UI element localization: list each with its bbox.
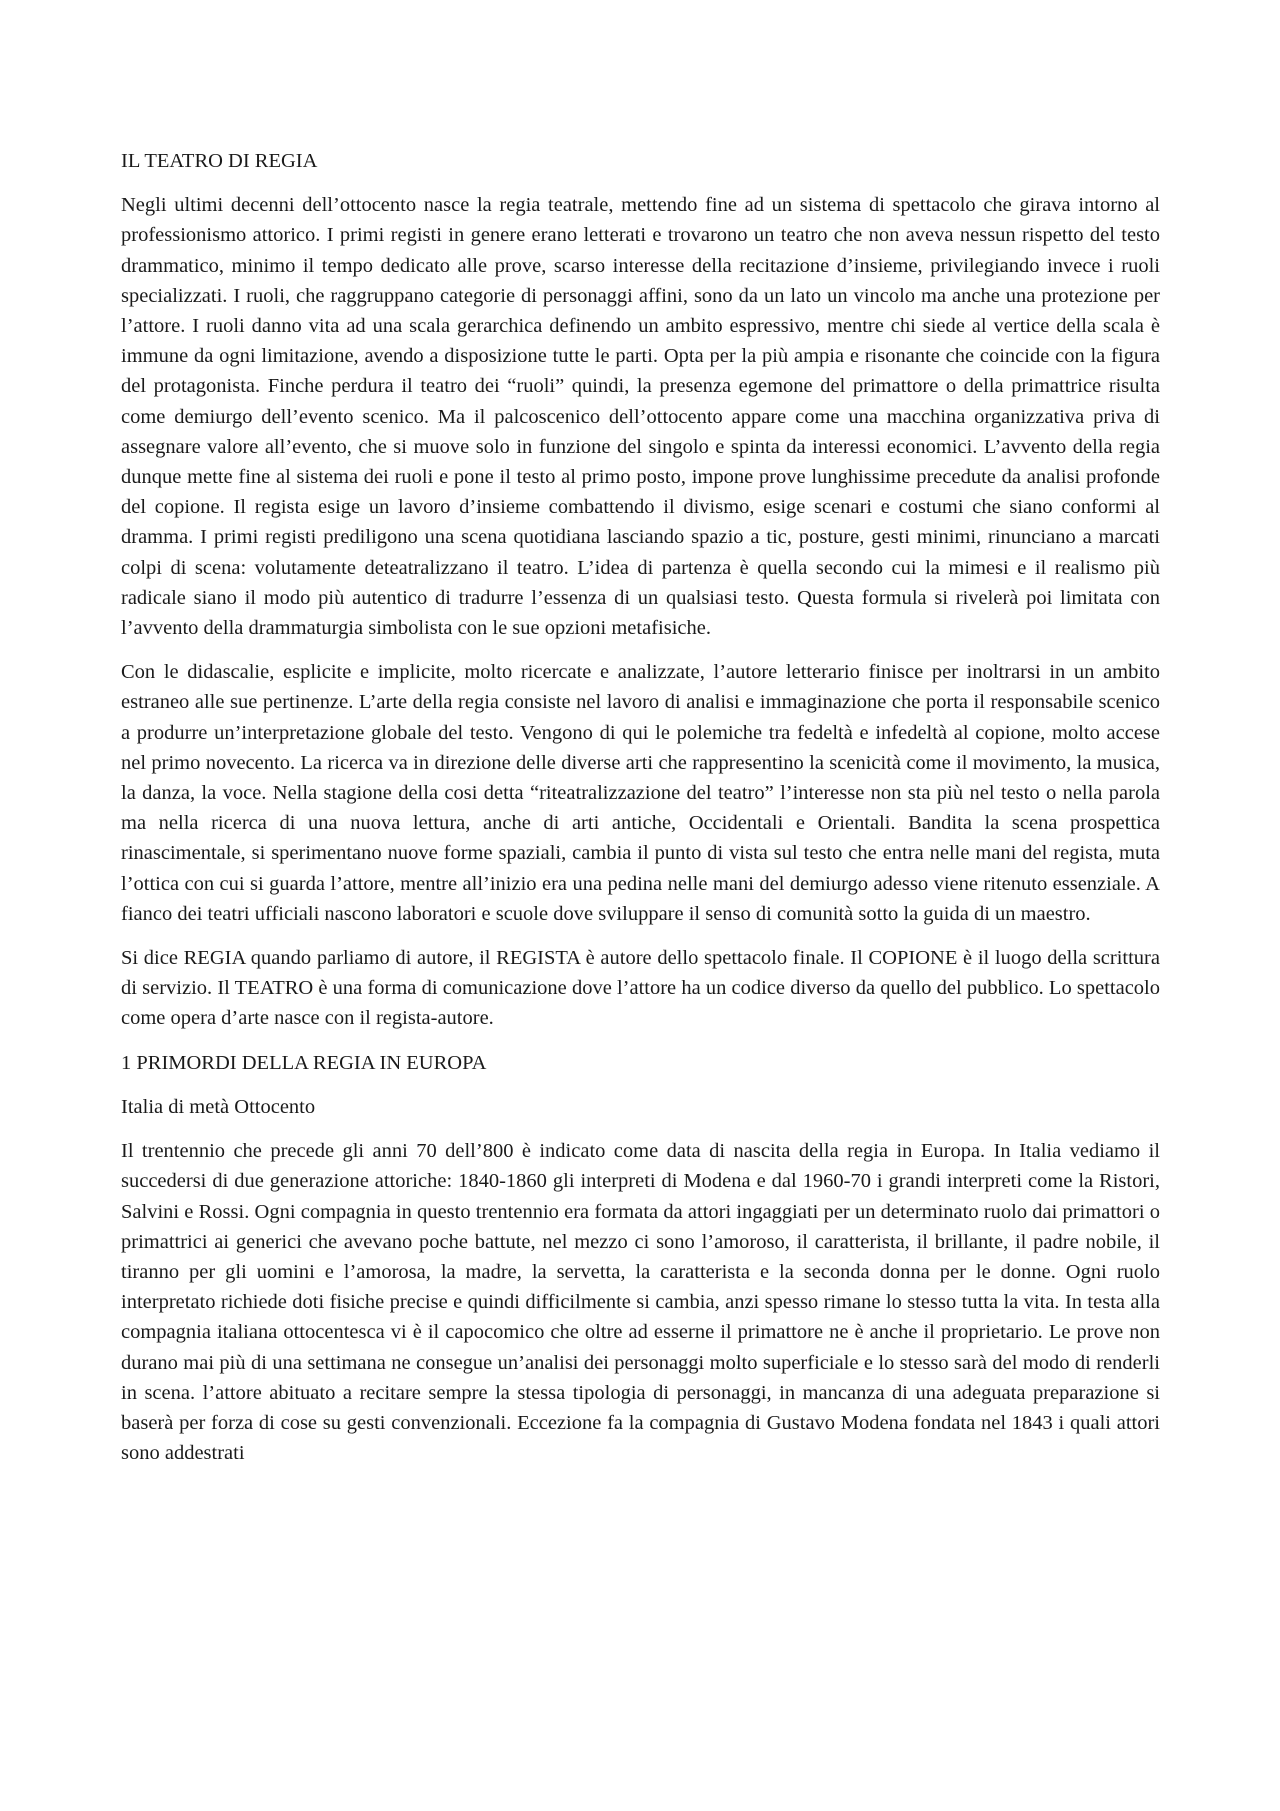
document-body: [121, 146, 1160, 1482]
intro-paragraph-3: Si dice REGIA quando parliamo di autore, il REGISTA è autore dello spettacolo finale. Il COPIONE è il luogo della scrittura di servizio. Il TEATRO è una forma di comunicazione dove l’attore ha un codice diverso da quello del pubblico. Lo spettacolo come opera d’arte nasce con il regista-autore.: [121, 947, 1160, 1030]
intro-paragraph-1: Negli ultimi decenni dell’ottocento nasce la regia teatrale, mettendo fine ad un sistema di spettacolo che girava intorno al professionismo attorico. I primi registi in genere erano letterati e trovarono un teatro che non aveva nessun rispetto del testo drammatico, minimo il tempo dedicato alle prove, scarso interesse della recitazione d’insieme, privilegiando invece i ruoli specializzati. I ruoli, che raggruppano categorie di personaggi affini, sono da un lato un vincolo ma anche una protezione per l’attore. I ruoli danno vita ad una scala gerarchica definendo un ambito espressivo, mentre chi siede al vertice della scala è immune da ogni limitazione, avendo a disposizione tutte le parti. Opta per la più ampia e risonante che coincide con la figura del protagonista. Finche perdura il teatro dei “ruoli” quindi, la presenza egemone del primattore o della primattrice risulta come demiurgo dell’evento scenico. Ma il palcoscenico dell’ottocento appare come una macchina organizzativa priva di assegnare valore all’evento, che si muove solo in funzione del singolo e spinta da interessi economici. L’avvento della regia dunque mette fine al sistema dei ruoli e pone il testo al primo posto, impone prove lunghissime precedute da analisi profonde del copione. Il regista esige un lavoro d’insieme combattendo il divismo, esige scenari e costumi che siano conformi al dramma. I primi registi prediligono una scena quotidiana lasciando spazio a tic, posture, gesti minimi, rinunciano a marcati colpi di scena: volutamente deteatralizzano il teatro. L’idea di partenza è quella secondo cui la mimesi e il realismo più radicale siano il modo più autentico di tradurre l’essenza di un qualsiasi testo. Questa formula si rivelerà poi limitata con l’avvento della drammaturgia simbolista con le sue opzioni metafisiche.: [121, 194, 1160, 640]
section-paragraph: Il trentennio che precede gli anni 70 dell’800 è indicato come data di nascita della regia in Europa. In Italia vediamo il succedersi di due generazione attoriche: 1840-1860 gli interpreti di Modena e dal 1960-70 i grandi interpreti come la Ristori, Salvini e Rossi. Ogni compagnia in questo trentennio era formata da attori ingaggiati per un determinato ruolo dai primattori o primattrici ai generici che avevano poche battute, nel mezzo ci sono l’amoroso, il caratterista, il brillante, il padre nobile, il tiranno per gli uomini e l’amorosa, la madre, la servetta, la caratterista e la seconda donna per le donne. Ogni ruolo interpretato richiede doti fisiche precise e quindi difficilmente si cambia, anzi spesso rimane lo stesso tutta la vita. In testa alla compagnia italiana ottocentesca vi è il capocomico che oltre ad esserne il primattore ne è anche il proprietario. Le prove non durano mai più di una settimana ne consegue un’analisi dei personaggi molto superficiale e lo stesso sarà del modo di renderli in scena. l’attore abituato a recitare sempre la stessa tipologia di personaggi, in mancanza di una adeguata preparazione si baserà per forza di cose su gesti convenzionali. Eccezione fa la compagnia di Gustavo Modena fondata nel 1843 i quali attori sono addestrati: [121, 1140, 1160, 1465]
subsection-title: Italia di metà Ottocento: [121, 1095, 316, 1118]
section-title: 1 PRIMORDI DELLA REGIA IN EUROPA: [121, 1051, 487, 1074]
document-title: IL TEATRO DI REGIA: [121, 150, 318, 172]
intro-paragraph-2: Con le didascalie, esplicite e implicite, molto ricercate e analizzate, l’autore letterario finisce per inoltrarsi in un ambito estraneo alle sue pertinenze. L’arte della regia consiste nel lavoro di analisi e immaginazione che porta il responsabile scenico a produrre un’interpretazione globale del testo. Vengono di qui le polemiche tra fedeltà e infedeltà al copione, molto accese nel primo novecento. La ricerca va in direzione delle diverse arti che rappresentino la scenicità come il movimento, la musica, la danza, la voce. Nella stagione della cosi detta “riteatralizzazione del teatro” l’interesse non sta più nel testo o nella parola ma nella ricerca di una nuova lettura, anche di arti antiche, Occidentali e Orientali. Bandita la scena prospettica rinascimentale, si sperimentano nuove forme spaziali, cambia il punto di vista sul testo che entra nelle mani del regista, muta l’ottica con cui si guarda l’attore, mentre all’inizio era una pedina nelle mani del demiurgo adesso viene ritenuto essenziale. A fianco dei teatri ufficiali nascono laboratori e scuole dove sviluppare il senso di comunità sotto la guida di un maestro.: [121, 661, 1160, 925]
